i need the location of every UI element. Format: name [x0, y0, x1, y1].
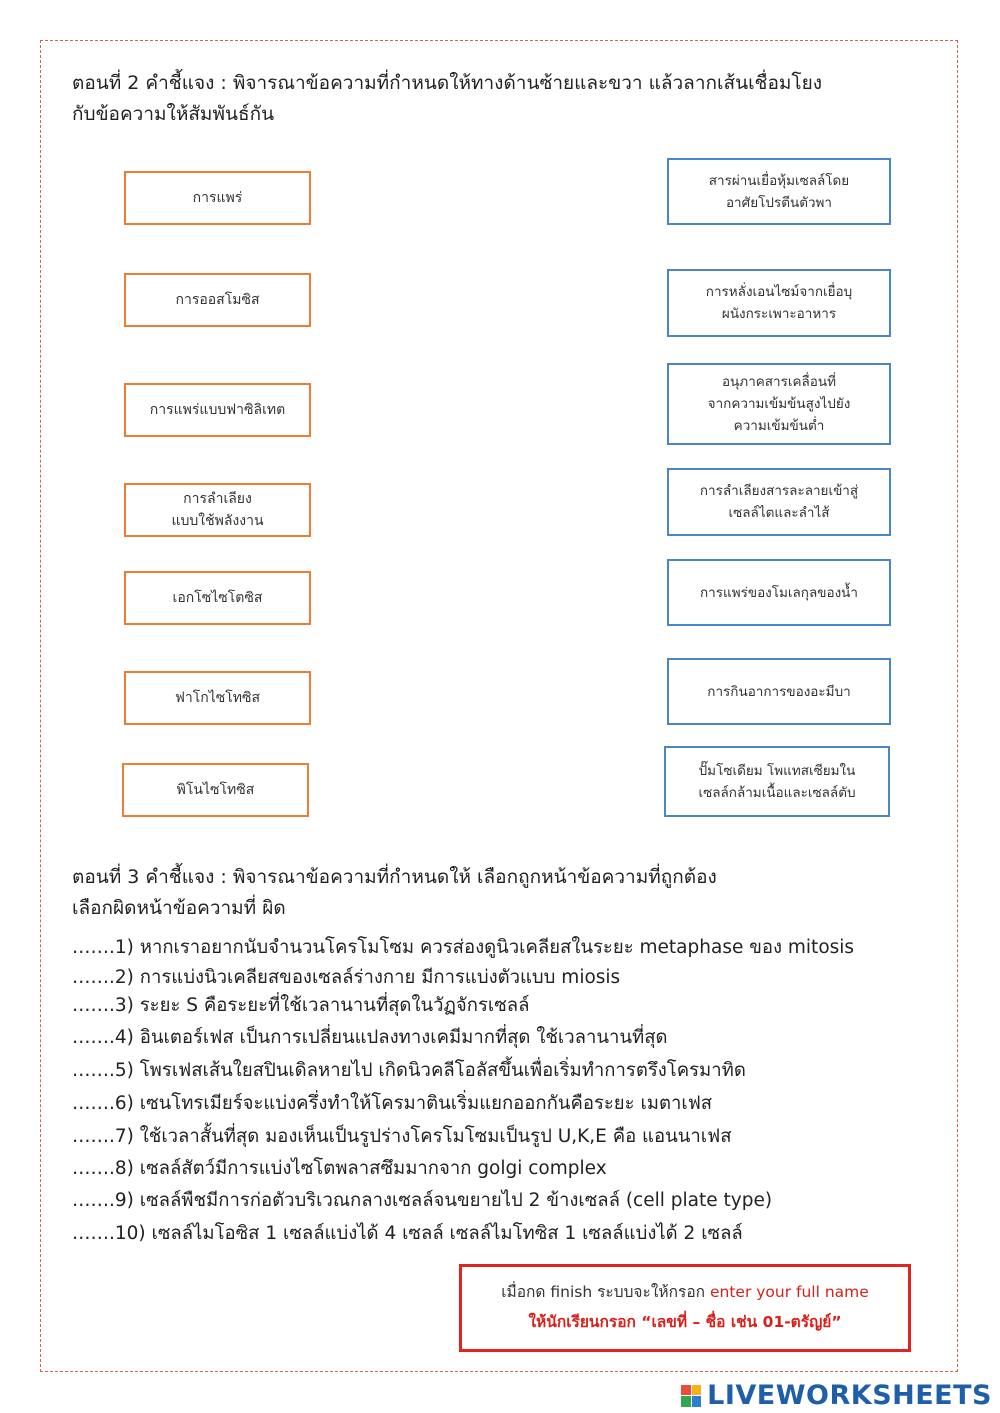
- match-right-item-6[interactable]: [667, 658, 891, 725]
- part3-heading-line1: ตอนที่ 3 คำชี้แจง : พิจารณาข้อความที่กำหนดให้ เลือกถูกหน้าข้อความที่ถูกต้อง: [72, 866, 717, 888]
- match-right-item-3[interactable]: [667, 363, 891, 445]
- note-line1-highlight: enter your full name: [709, 1283, 869, 1301]
- question-10[interactable]: …….10) เซลล์ไมโอซิส 1 เซลล์แบ่งได้ 4 เซลล์ เซลล์ไมโทซิส 1 เซลล์แบ่งได้ 2 เซลล์: [72, 1223, 743, 1244]
- match-right-item-2[interactable]: [667, 269, 891, 337]
- note-line2: ให้นักเรียนกรอก “เลขที่ – ชื่อ เช่น 01-ตรัญย์”: [528, 1313, 842, 1331]
- match-left-label: การแพร่: [192, 190, 243, 206]
- match-right-label: การหลั่งเอนไซม์จากเยื่อบุ ผนังกระเพาะอาหาร: [705, 284, 853, 322]
- match-left-item-5[interactable]: [124, 571, 311, 625]
- match-left-item-6[interactable]: [124, 671, 311, 725]
- part3-heading: [72, 862, 717, 924]
- match-left-item-2[interactable]: [124, 273, 311, 327]
- match-right-label: อนุภาคสารเคลื่อนที่ จากความเข้มข้นสูงไปยัง ความเข้มข้นต่ำ: [707, 374, 851, 434]
- liveworksheets-icon: [681, 1385, 701, 1407]
- match-right-item-1[interactable]: [667, 158, 891, 225]
- brand-logo: [681, 1380, 992, 1411]
- match-right-label: การกินอาการของอะมีบา: [707, 683, 851, 700]
- match-left-label: การแพร่แบบฟาซิลิเทต: [149, 402, 286, 418]
- match-right-item-5[interactable]: [667, 559, 891, 626]
- part2-heading: [72, 68, 822, 130]
- question-9[interactable]: …….9) เซลล์พืชมีการก่อตัวบริเวณกลางเซลล์จนขยายไป 2 ข้างเซลล์ (cell plate type): [72, 1190, 773, 1211]
- question-5[interactable]: …….5) โพรเฟสเส้นใยสปินเดิลหายไป เกิดนิวคลีโอลัสขึ้นเพื่อเริ่มทำการตรึงโครมาทิด: [72, 1060, 746, 1081]
- question-1[interactable]: …….1) หากเราอยากนับจำนวนโครโมโซม ควรส่องดูนิวเคลียสในระยะ metaphase ของ mitosis: [72, 937, 855, 958]
- question-7[interactable]: …….7) ใช้เวลาสั้นที่สุด มองเห็นเป็นรูปร่างโครโมโซมเป็นรูป U,K,E คือ แอนนาเฟส: [72, 1126, 732, 1147]
- match-left-label: การลำเลียง แบบใช้พลังงาน: [171, 491, 264, 529]
- match-right-label: ปั๊มโซเดียม โพแทสเซียมใน เซลล์กล้ามเนื้อและเซลล์ตับ: [698, 762, 856, 801]
- part2-heading-line1: ตอนที่ 2 คำชี้แจง : พิจารณาข้อความที่กำหนดให้ทางด้านซ้ายและขวา แล้วลากเส้นเชื่อมโยง: [72, 72, 823, 94]
- brand-name: LIVEWORKSHEETS: [707, 1380, 992, 1411]
- note-line1: [462, 1277, 908, 1307]
- match-left-item-7[interactable]: [122, 763, 309, 817]
- question-8[interactable]: …….8) เซลล์สัตว์มีการแบ่งไซโตพลาสซึมมากจาก golgi complex: [72, 1158, 607, 1179]
- question-2[interactable]: …….2) การแบ่งนิวเคลียสของเซลล์ร่างกาย มีการแบ่งตัวแบบ miosis: [72, 967, 621, 988]
- part3-heading-line2: เลือกผิดหน้าข้อความที่ ผิด: [72, 897, 286, 919]
- match-right-label: การแพร่ของโมเลกุลของน้ำ: [699, 584, 858, 601]
- instruction-note: [459, 1264, 911, 1352]
- match-right-label: สารผ่านเยื่อหุ้มเซลล์โดย อาศัยโปรตีนตัวพา: [708, 172, 850, 211]
- question-6[interactable]: …….6) เซนโทรเมียร์จะแบ่งครึ่งทำให้โครมาตินเริ่มแยกออกกันคือระยะ เมตาเฟส: [72, 1093, 713, 1114]
- match-left-item-3[interactable]: [124, 383, 311, 437]
- match-right-label: การลำเลียงสารละลายเข้าสู่ เซลล์ไตและลำไส้: [699, 483, 859, 521]
- part2-heading-line2: กับข้อความให้สัมพันธ์กัน: [72, 103, 275, 125]
- match-right-item-7[interactable]: [664, 746, 890, 817]
- note-line1-prefix: เมื่อกด finish ระบบจะให้กรอก: [501, 1283, 710, 1301]
- match-left-label: พิโนไซโทซิส: [176, 782, 255, 798]
- match-left-label: การออสโมซิส: [175, 292, 260, 308]
- question-3[interactable]: …….3) ระยะ S คือระยะที่ใช้เวลานานที่สุดในวัฏจักรเซลล์: [72, 995, 530, 1016]
- match-left-item-1[interactable]: [124, 171, 311, 225]
- question-4[interactable]: …….4) อินเตอร์เฟส เป็นการเปลี่ยนแปลงทางเคมีมากที่สุด ใช้เวลานานที่สุด: [72, 1027, 668, 1048]
- match-left-item-4[interactable]: [124, 483, 311, 537]
- match-right-item-4[interactable]: [667, 468, 891, 536]
- match-left-label: เอกโซไซโตซิส: [172, 590, 263, 606]
- match-left-label: ฟาโกไซโทซิส: [174, 690, 261, 706]
